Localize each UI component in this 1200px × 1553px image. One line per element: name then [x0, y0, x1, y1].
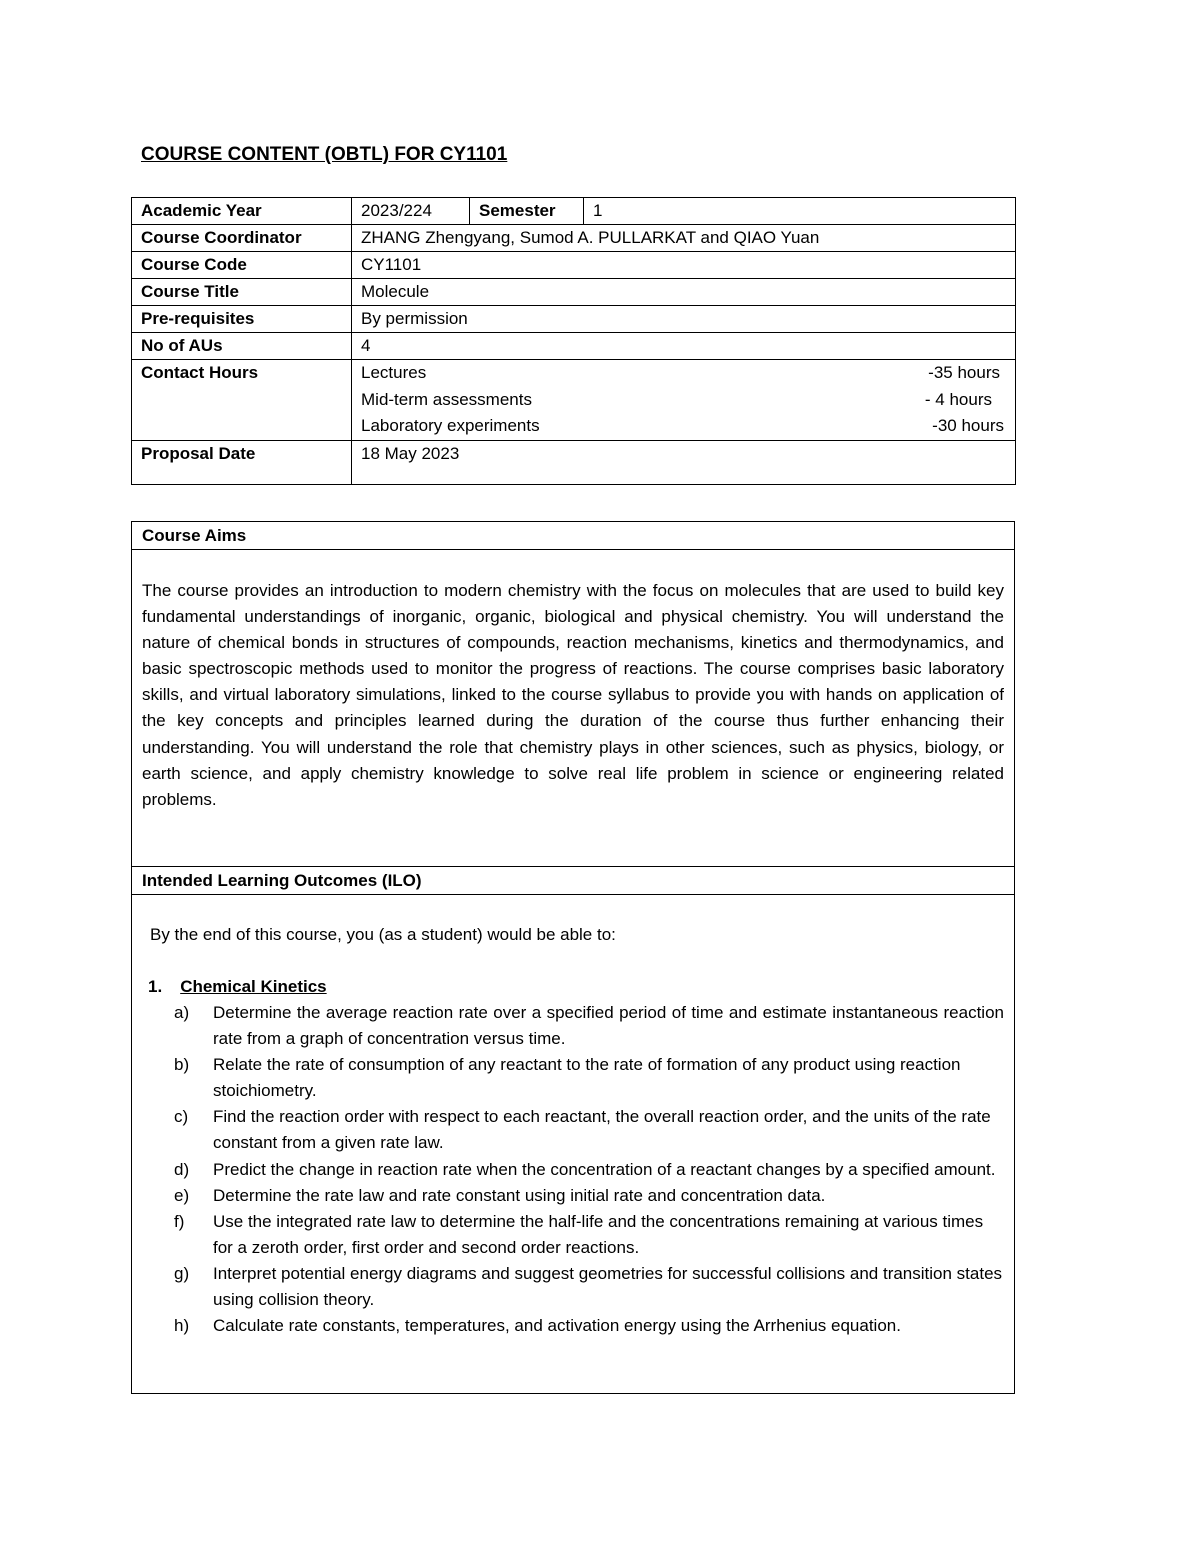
contact-hours: -35 hours [928, 363, 1000, 382]
list-item-text: Use the integrated rate law to determine the half-life and the concentrations remaining at various times for a zeroth order, first order and second order reactions. [213, 1211, 984, 1257]
course-aims-heading: Course Aims [142, 526, 247, 545]
contact-item: Laboratory experiments [361, 416, 540, 435]
contact-item: Lectures [361, 363, 427, 382]
list-marker: h) [174, 1316, 190, 1336]
prerequisites-value: By permission [352, 306, 1016, 333]
semester-value: 1 [584, 198, 1016, 225]
row-academic-year [132, 198, 1016, 225]
course-title-value: Molecule [352, 279, 1016, 306]
list-marker: f) [174, 1211, 185, 1231]
contact-line [361, 387, 1006, 414]
list-marker: a) [174, 1003, 190, 1022]
ilo-section-number: 1. [148, 977, 163, 996]
list-item [172, 1209, 1004, 1261]
contact-hours-value [352, 360, 1016, 441]
course-code-label: Course Code [132, 252, 352, 279]
list-item-text: Find the reaction order with respect to each reactant, the overall reaction order, and the units of the rate constant from a given rate law. [213, 1107, 991, 1153]
ilo-section-heading [148, 974, 327, 1000]
contact-hours: - 4 hours [924, 389, 992, 409]
list-marker: d) [174, 1159, 190, 1179]
aus-label: No of AUs [132, 333, 352, 360]
divider [132, 549, 1014, 550]
list-item-text: Calculate rate constants, temperatures, and activation energy using the Arrhenius equation. [213, 1316, 901, 1336]
row-contact-hours [132, 360, 1016, 441]
divider [132, 866, 1014, 867]
ilo-list [172, 1000, 1004, 1339]
list-marker: c) [174, 1107, 189, 1127]
row-course-title [132, 279, 1016, 306]
course-title-label: Course Title [132, 279, 352, 306]
proposal-date-label: Proposal Date [132, 440, 352, 484]
contact-hours: -30 hours [932, 416, 1004, 435]
list-marker: e) [174, 1185, 190, 1205]
aus-value: 4 [352, 333, 1016, 360]
contact-line [361, 413, 1006, 440]
list-item-text: Determine the average reaction rate over a specified period of time and estimate instantaneous reaction rate from a graph of concentration versus time. [213, 1003, 1004, 1049]
row-course-code [132, 252, 1016, 279]
aims-ilo-box [131, 521, 1015, 1394]
list-item-text: Determine the rate law and rate constant using initial rate and concentration data. [213, 1185, 826, 1205]
course-aims-text: The course provides an introduction to modern chemistry with the focus on molecules that are used to build key fundamental understandings of inorganic, organic, biological and physical chemistry. You will understand the nature of chemical bonds in structures of compounds, reaction mechanisms, kinetics and thermodynamics, and basic spectroscopic methods used to monitor the progress of reactions. The course comprises basic laboratory skills, and virtual laboratory simulations, linked to the course syllabus to provide you with hands on application of the key concepts and principles learned during the duration of the course thus further enhancing their understanding. You will understand the role that chemistry plays in other sciences, such as physics, biology, or earth science, and apply chemistry knowledge to solve real life problem in science or engineering related problems. [142, 581, 1004, 809]
coordinator-value: ZHANG Zhengyang, Sumod A. PULLARKAT and QIAO Yuan [352, 225, 1016, 252]
list-item [172, 1261, 1004, 1313]
row-coordinator [132, 225, 1016, 252]
list-item-text: Predict the change in reaction rate when the concentration of a reactant changes by a specified amount. [213, 1159, 996, 1179]
list-item [172, 1183, 1004, 1209]
proposal-date-value: 18 May 2023 [352, 440, 1016, 484]
academic-year-label: Academic Year [132, 198, 352, 225]
ilo-section-title: Chemical Kinetics [180, 977, 327, 996]
course-code-value: CY1101 [352, 252, 1016, 279]
row-prerequisites [132, 306, 1016, 333]
list-item [172, 1000, 1004, 1052]
document-title: COURSE CONTENT (OBTL) FOR CY1101 [141, 144, 508, 165]
list-marker: b) [174, 1055, 190, 1075]
list-marker: g) [174, 1263, 190, 1283]
course-info-table [131, 197, 1016, 485]
divider [132, 894, 1014, 895]
semester-label: Semester [470, 198, 584, 225]
list-item [172, 1157, 1004, 1183]
academic-year-value: 2023/224 [352, 198, 470, 225]
list-item-text: Relate the rate of consumption of any reactant to the rate of formation of any product using reaction stoichiometry. [213, 1055, 961, 1101]
row-proposal-date [132, 440, 1016, 484]
coordinator-label: Course Coordinator [132, 225, 352, 252]
ilo-heading: Intended Learning Outcomes (ILO) [142, 871, 422, 890]
contact-hours-label: Contact Hours [132, 360, 352, 441]
list-item [172, 1104, 1004, 1156]
contact-line [361, 360, 1006, 387]
list-item [172, 1313, 1004, 1339]
list-item-text: Interpret potential energy diagrams and suggest geometries for successful collisions and transition states using collision theory. [213, 1263, 1003, 1310]
ilo-intro: By the end of this course, you (as a student) would be able to: [150, 925, 616, 944]
prerequisites-label: Pre-requisites [132, 306, 352, 333]
list-item [172, 1052, 1004, 1104]
row-aus [132, 333, 1016, 360]
contact-item: Mid-term assessments [361, 389, 532, 409]
